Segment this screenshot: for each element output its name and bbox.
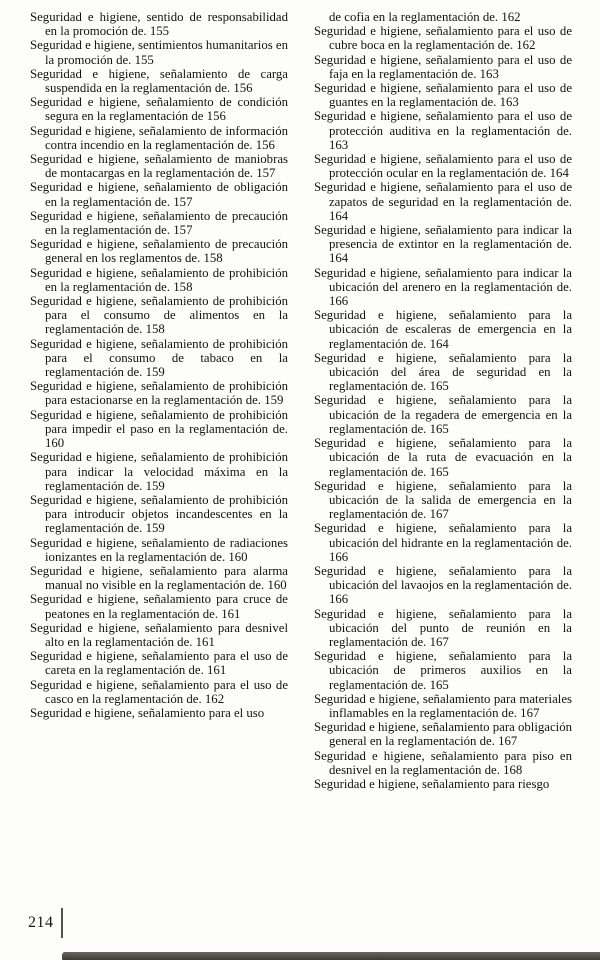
entry-text: Seguridad e higiene, señalamiento para la ubicación de primeros auxilios en la reglamentación de.	[314, 649, 572, 692]
index-entry	[30, 337, 288, 380]
index-entry-continuation	[314, 10, 572, 24]
entry-page-number: 167	[429, 507, 449, 522]
entry-text: Seguridad e higiene, señalamiento de prohibición para estacionarse en la reglamentación de.	[30, 379, 288, 408]
index-entry	[30, 152, 288, 180]
entry-text: Seguridad e higiene, señalamiento de información contra incendio en la reglamentación de.	[30, 123, 288, 152]
entry-text: Seguridad e higiene, señalamiento de radiaciones ionizantes en la reglamentación de.	[30, 535, 288, 564]
entry-page-number: 164	[329, 208, 349, 223]
index-entry	[314, 436, 572, 479]
entry-text: Seguridad e higiene, señalamiento para el uso	[30, 705, 265, 720]
entry-text: Seguridad e higiene, señalamiento para la ubicación del hidrante en la reglamentación de.	[314, 521, 572, 550]
entry-text: Seguridad e higiene, señalamiento de obligación en la reglamentación de.	[30, 180, 288, 209]
index-entry	[314, 720, 572, 748]
entry-page-number: 164	[549, 166, 569, 181]
entry-page-number: 167	[498, 734, 518, 749]
page-number: 214	[28, 914, 54, 931]
index-entry	[30, 180, 288, 208]
entry-page-number: 161	[195, 634, 215, 649]
index-entry	[30, 38, 288, 66]
entry-page-number: 162	[204, 691, 225, 706]
index-entry	[314, 308, 572, 351]
entry-text: Seguridad e higiene, señalamiento para el uso de cubre boca en la reglamentación de.	[314, 24, 572, 53]
index-entry	[314, 749, 572, 777]
entry-page-number: 161	[221, 606, 241, 621]
index-entry	[314, 521, 572, 564]
index-entry	[314, 152, 572, 180]
entry-page-number: 162	[516, 38, 536, 53]
entry-page-number: 168	[503, 762, 523, 777]
entry-text: Seguridad e higiene, señalamiento para cruce de peatones en la reglamentación de.	[30, 592, 288, 621]
index-entry	[314, 607, 572, 650]
index-entry	[314, 81, 572, 109]
index-entry	[30, 124, 288, 152]
entry-text: Seguridad e higiene, señalamiento para desnivel alto en la reglamentación de.	[30, 620, 288, 649]
entry-page-number: 159	[145, 365, 165, 380]
index-entry	[30, 706, 288, 720]
entry-text: Seguridad e higiene, señalamiento de prohibición para impedir el paso en la reglamentación de.	[30, 407, 288, 436]
entry-page-number: 164	[429, 336, 449, 351]
index-entry	[314, 266, 572, 309]
entry-text: Seguridad e higiene, señalamiento para la ubicación del área de seguridad en la reglamentación de.	[314, 350, 572, 394]
entry-text: Seguridad e higiene, señalamiento de prohibición para introducir objetos incandescentes en la reglamentación de.	[30, 492, 288, 536]
entry-page-number: 162	[501, 10, 521, 24]
entry-page-number: 161	[207, 663, 227, 678]
index-entry	[30, 678, 288, 706]
entry-page-number: 159	[264, 393, 284, 408]
entry-page-number: 166	[329, 294, 349, 309]
entry-text: Seguridad e higiene, señalamiento de prohibición para el consumo de tabaco en la reglamentación de.	[30, 336, 288, 380]
entry-text: Seguridad e higiene, señalamiento para la ubicación de escaleras de emergencia en la reglamentación de.	[314, 308, 572, 351]
index-entry	[30, 266, 288, 294]
entry-text: Seguridad e higiene, señalamiento para el uso de guantes en la reglamentación de.	[314, 81, 572, 110]
index-columns	[30, 10, 572, 791]
entry-page-number: 166	[329, 549, 349, 564]
entry-page-number: 156	[233, 81, 253, 96]
index-entry	[30, 95, 288, 123]
entry-text: Seguridad e higiene, señalamiento para el uso de protección ocular en la reglamentación de.	[314, 152, 572, 181]
index-entry	[314, 649, 572, 692]
index-entry	[30, 592, 288, 620]
index-entry	[30, 493, 288, 536]
entry-page-number: 164	[329, 251, 349, 266]
entry-text: Seguridad e higiene, señalamiento de maniobras de montacargas en la reglamentación de.	[30, 152, 288, 181]
index-entry	[30, 237, 288, 265]
entry-text: Seguridad e higiene, señalamiento de condición segura en la reglamentación de	[30, 95, 288, 124]
entry-page-number: 158	[145, 322, 165, 337]
entry-text: Seguridad e higiene, sentido de responsabilidad en la promoción de.	[30, 10, 288, 39]
index-entry	[30, 649, 288, 677]
entry-page-number: 156	[255, 137, 275, 152]
entry-text: Seguridad e higiene, señalamiento para la ubicación del lavaojos en la reglamentación de.	[314, 563, 572, 593]
entry-page-number: 165	[429, 464, 449, 479]
entry-text: Seguridad e higiene, señalamiento para el uso de careta en la reglamentación de.	[30, 649, 288, 678]
entry-page-number: 165	[429, 677, 449, 692]
entry-page-number: 157	[173, 223, 193, 238]
entry-text: Seguridad e higiene, señalamiento para la ubicación de la salida de emergencia en la reglamentación de.	[314, 478, 572, 522]
entry-text: Seguridad e higiene, señalamiento para la ubicación del punto de reunión en la reglamentación de.	[314, 606, 572, 649]
index-entry	[314, 692, 572, 720]
index-entry	[30, 621, 288, 649]
entry-page-number: 163	[329, 137, 349, 152]
entry-text: Seguridad e higiene, señalamiento para la ubicación de la ruta de evacuación en la reglamentación de.	[314, 436, 572, 479]
entry-page-number: 163	[499, 95, 519, 110]
index-entry	[314, 53, 572, 81]
index-column-left	[30, 10, 288, 791]
entry-text: Seguridad e higiene, señalamiento de prohibición para el consumo de alimentos en la reglamentación de.	[30, 294, 288, 337]
index-entry	[314, 351, 572, 394]
entry-page-number: 159	[145, 521, 165, 536]
entry-text: Seguridad e higiene, señalamiento de precaución general en los reglamentos de.	[30, 237, 288, 266]
entry-text: Seguridad e higiene, señalamiento para el uso de protección auditiva en la reglamentación de.	[314, 109, 572, 138]
entry-page-number: 155	[149, 24, 170, 39]
entry-page-number: 155	[134, 52, 154, 67]
index-column-right	[314, 10, 572, 791]
index-entry	[30, 450, 288, 493]
entry-text: Seguridad e higiene, señalamiento para materiales inflamables en la reglamentación de.	[314, 691, 572, 720]
entry-text: Seguridad e higiene, señalamiento para el uso de faja en la reglamentación de.	[314, 52, 572, 81]
index-entry	[30, 209, 288, 237]
index-entry	[314, 564, 572, 607]
index-entry	[314, 223, 572, 266]
entry-text: Seguridad e higiene, señalamiento para indicar la ubicación del arenero en la reglamentación de.	[314, 265, 572, 294]
index-entry	[30, 67, 288, 95]
entry-text: Seguridad e higiene, señalamiento de carga suspendida en la reglamentación de.	[30, 66, 288, 96]
page-edge-shadow	[62, 952, 600, 960]
entry-text: Seguridad e higiene, señalamiento para alarma manual no visible en la reglamentación de.	[30, 563, 288, 593]
index-entry	[314, 109, 572, 152]
entry-page-number: 160	[267, 578, 287, 593]
entry-text: Seguridad e higiene, señalamiento para el uso de zapatos de seguridad en la reglamentación de.	[314, 180, 572, 209]
index-entry	[314, 479, 572, 522]
index-entry	[30, 536, 288, 564]
entry-text: Seguridad e higiene, señalamiento para piso en desnivel en la reglamentación de.	[314, 748, 572, 777]
entry-page-number: 167	[429, 634, 449, 649]
index-entry	[30, 294, 288, 337]
entry-page-number: 167	[520, 705, 540, 720]
index-entry	[30, 379, 288, 407]
index-entry	[30, 408, 288, 451]
entry-page-number: 156	[206, 109, 226, 124]
entry-text: Seguridad e higiene, señalamiento de prohibición para indicar la velocidad máxima en la reglamentación de.	[30, 450, 288, 493]
entry-page-number: 165	[429, 379, 449, 394]
entry-text: Seguridad e higiene, señalamiento para riesgo	[314, 776, 550, 791]
entry-text: Seguridad e higiene, señalamiento para obligación general en la reglamentación de.	[314, 720, 572, 749]
entry-page-number: 160	[45, 436, 65, 451]
entry-page-number: 158	[173, 279, 193, 294]
entry-text: Seguridad e higiene, señalamiento para la ubicación de la regadera de emergencia en la reglamentación de.	[314, 393, 572, 436]
entry-page-number: 157	[256, 166, 276, 181]
index-entry	[30, 564, 288, 592]
index-entry	[314, 393, 572, 436]
entry-text: Seguridad e higiene, sentimientos humanitarios en la promoción de.	[30, 38, 289, 67]
entry-text: Seguridad e higiene, señalamiento para el uso de casco en la reglamentación de.	[30, 677, 288, 706]
index-entry	[314, 24, 572, 52]
entry-page-number: 158	[203, 251, 223, 266]
index-entry	[314, 180, 572, 223]
entry-text: Seguridad e higiene, señalamiento para indicar la presencia de extintor en la reglamentación de.	[314, 223, 572, 252]
entry-text: Seguridad e higiene, señalamiento de prohibición en la reglamentación de.	[30, 265, 288, 294]
entry-page-number: 157	[173, 194, 193, 209]
footer-rule	[61, 908, 63, 938]
page-footer	[28, 908, 63, 938]
entry-page-number: 165	[429, 421, 449, 436]
entry-text: de cofia en la reglamentación de.	[329, 10, 499, 24]
entry-text: Seguridad e higiene, señalamiento de precaución en la reglamentación de.	[30, 208, 288, 238]
entry-page-number: 159	[145, 478, 165, 493]
index-entry	[314, 777, 572, 791]
entry-page-number: 166	[329, 592, 349, 607]
index-entry	[30, 10, 288, 38]
entry-page-number: 160	[228, 549, 248, 564]
entry-page-number: 163	[479, 66, 499, 81]
